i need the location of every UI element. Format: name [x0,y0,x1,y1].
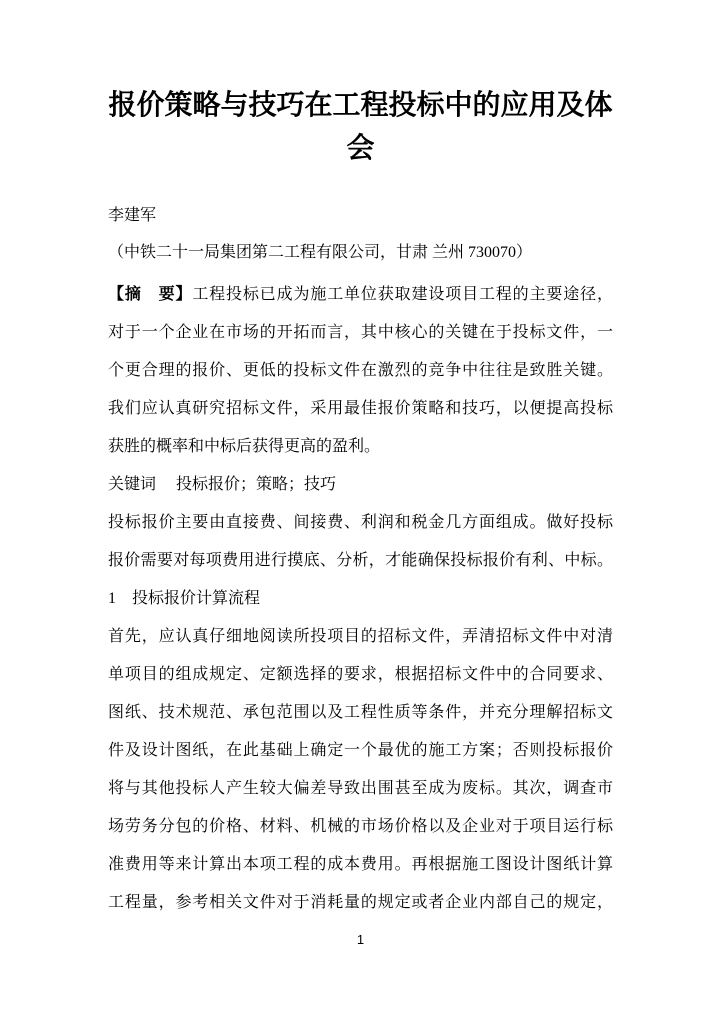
keywords-line [108,466,613,504]
text-segment: 投标报价主要由直接费、间接费、利润和税金几方面组成。做好投标 [108,514,613,531]
body-line [108,770,613,808]
text-segment: 获胜的概率和中标后获得更高的盈利。 [108,438,381,455]
body-line [108,656,613,694]
text-segment: 报价需要对每项费用进行摸底、分析，才能确保投标报价有利、中标。 [108,552,613,569]
text-segment: 首先，应认真仔细地阅读所投项目的招标文件，弄清招标文件中对清 [108,628,613,645]
abstract-line [108,352,613,390]
text-segment: 准费用等来计算出本项工程的成本费用。再根据施工图设计图纸计算 [108,856,613,873]
paper-title-line-1: 报价策略与技巧在工程投标中的应用及体 [108,90,613,121]
abstract-line [108,390,613,428]
text-segment: 【摘 要】 [108,286,193,303]
body-line [108,504,613,542]
affiliation: （中铁二十一局集团第二工程有限公司，甘肃 兰州 730070） [108,244,533,261]
text-segment: 工程量，参考相关文件对于消耗量的规定或者企业内部自己的规定， [108,894,613,911]
text-segment: 图纸、技术规范、承包范围以及工程性质等条件，并充分理解招标文 [108,704,613,721]
text-segment: 将与其他投标人产生较大偏差导致出围甚至成为废标。其次，调查市 [108,780,613,797]
section-heading [108,580,613,618]
text-segment: 场劳务分包的价格、材料、机械的市场价格以及企业对于项目运行标 [108,818,613,835]
text-segment: 1 投标报价计算流程 [108,590,261,607]
body-line [108,732,613,770]
page-number: 1 [356,932,365,947]
body-line [108,884,613,922]
text-segment: 对于一个企业在市场的开拓而言，其中核心的关键在于投标文件，一 [108,324,613,341]
paper-title [0,84,721,170]
body-line [108,618,613,656]
body-line [108,694,613,732]
text-segment: 我们应认真研究招标文件，采用最佳报价策略和技巧，以便提高投标 [108,400,613,417]
abstract-line [108,276,613,314]
body-text [108,276,613,922]
abstract-line [108,428,613,466]
text-segment: 个更合理的报价、更低的投标文件在激烈的竞争中往往是致胜关键。 [108,362,613,379]
body-line [108,808,613,846]
text-segment: 件及设计图纸，在此基础上确定一个最优的施工方案；否则投标报价 [108,742,613,759]
author: 李建军 [108,207,157,224]
text-segment: 关键词 投标报价；策略；技巧 [108,476,337,493]
body-line [108,846,613,884]
text-segment: 单项目的组成规定、定额选择的要求，根据招标文件中的合同要求、 [108,666,613,683]
body-line [108,542,613,580]
paper-title-line-2: 会 [346,133,375,164]
text-segment: 工程投标已成为施工单位获取建设项目工程的主要途径， [192,286,613,303]
abstract-line [108,314,613,352]
